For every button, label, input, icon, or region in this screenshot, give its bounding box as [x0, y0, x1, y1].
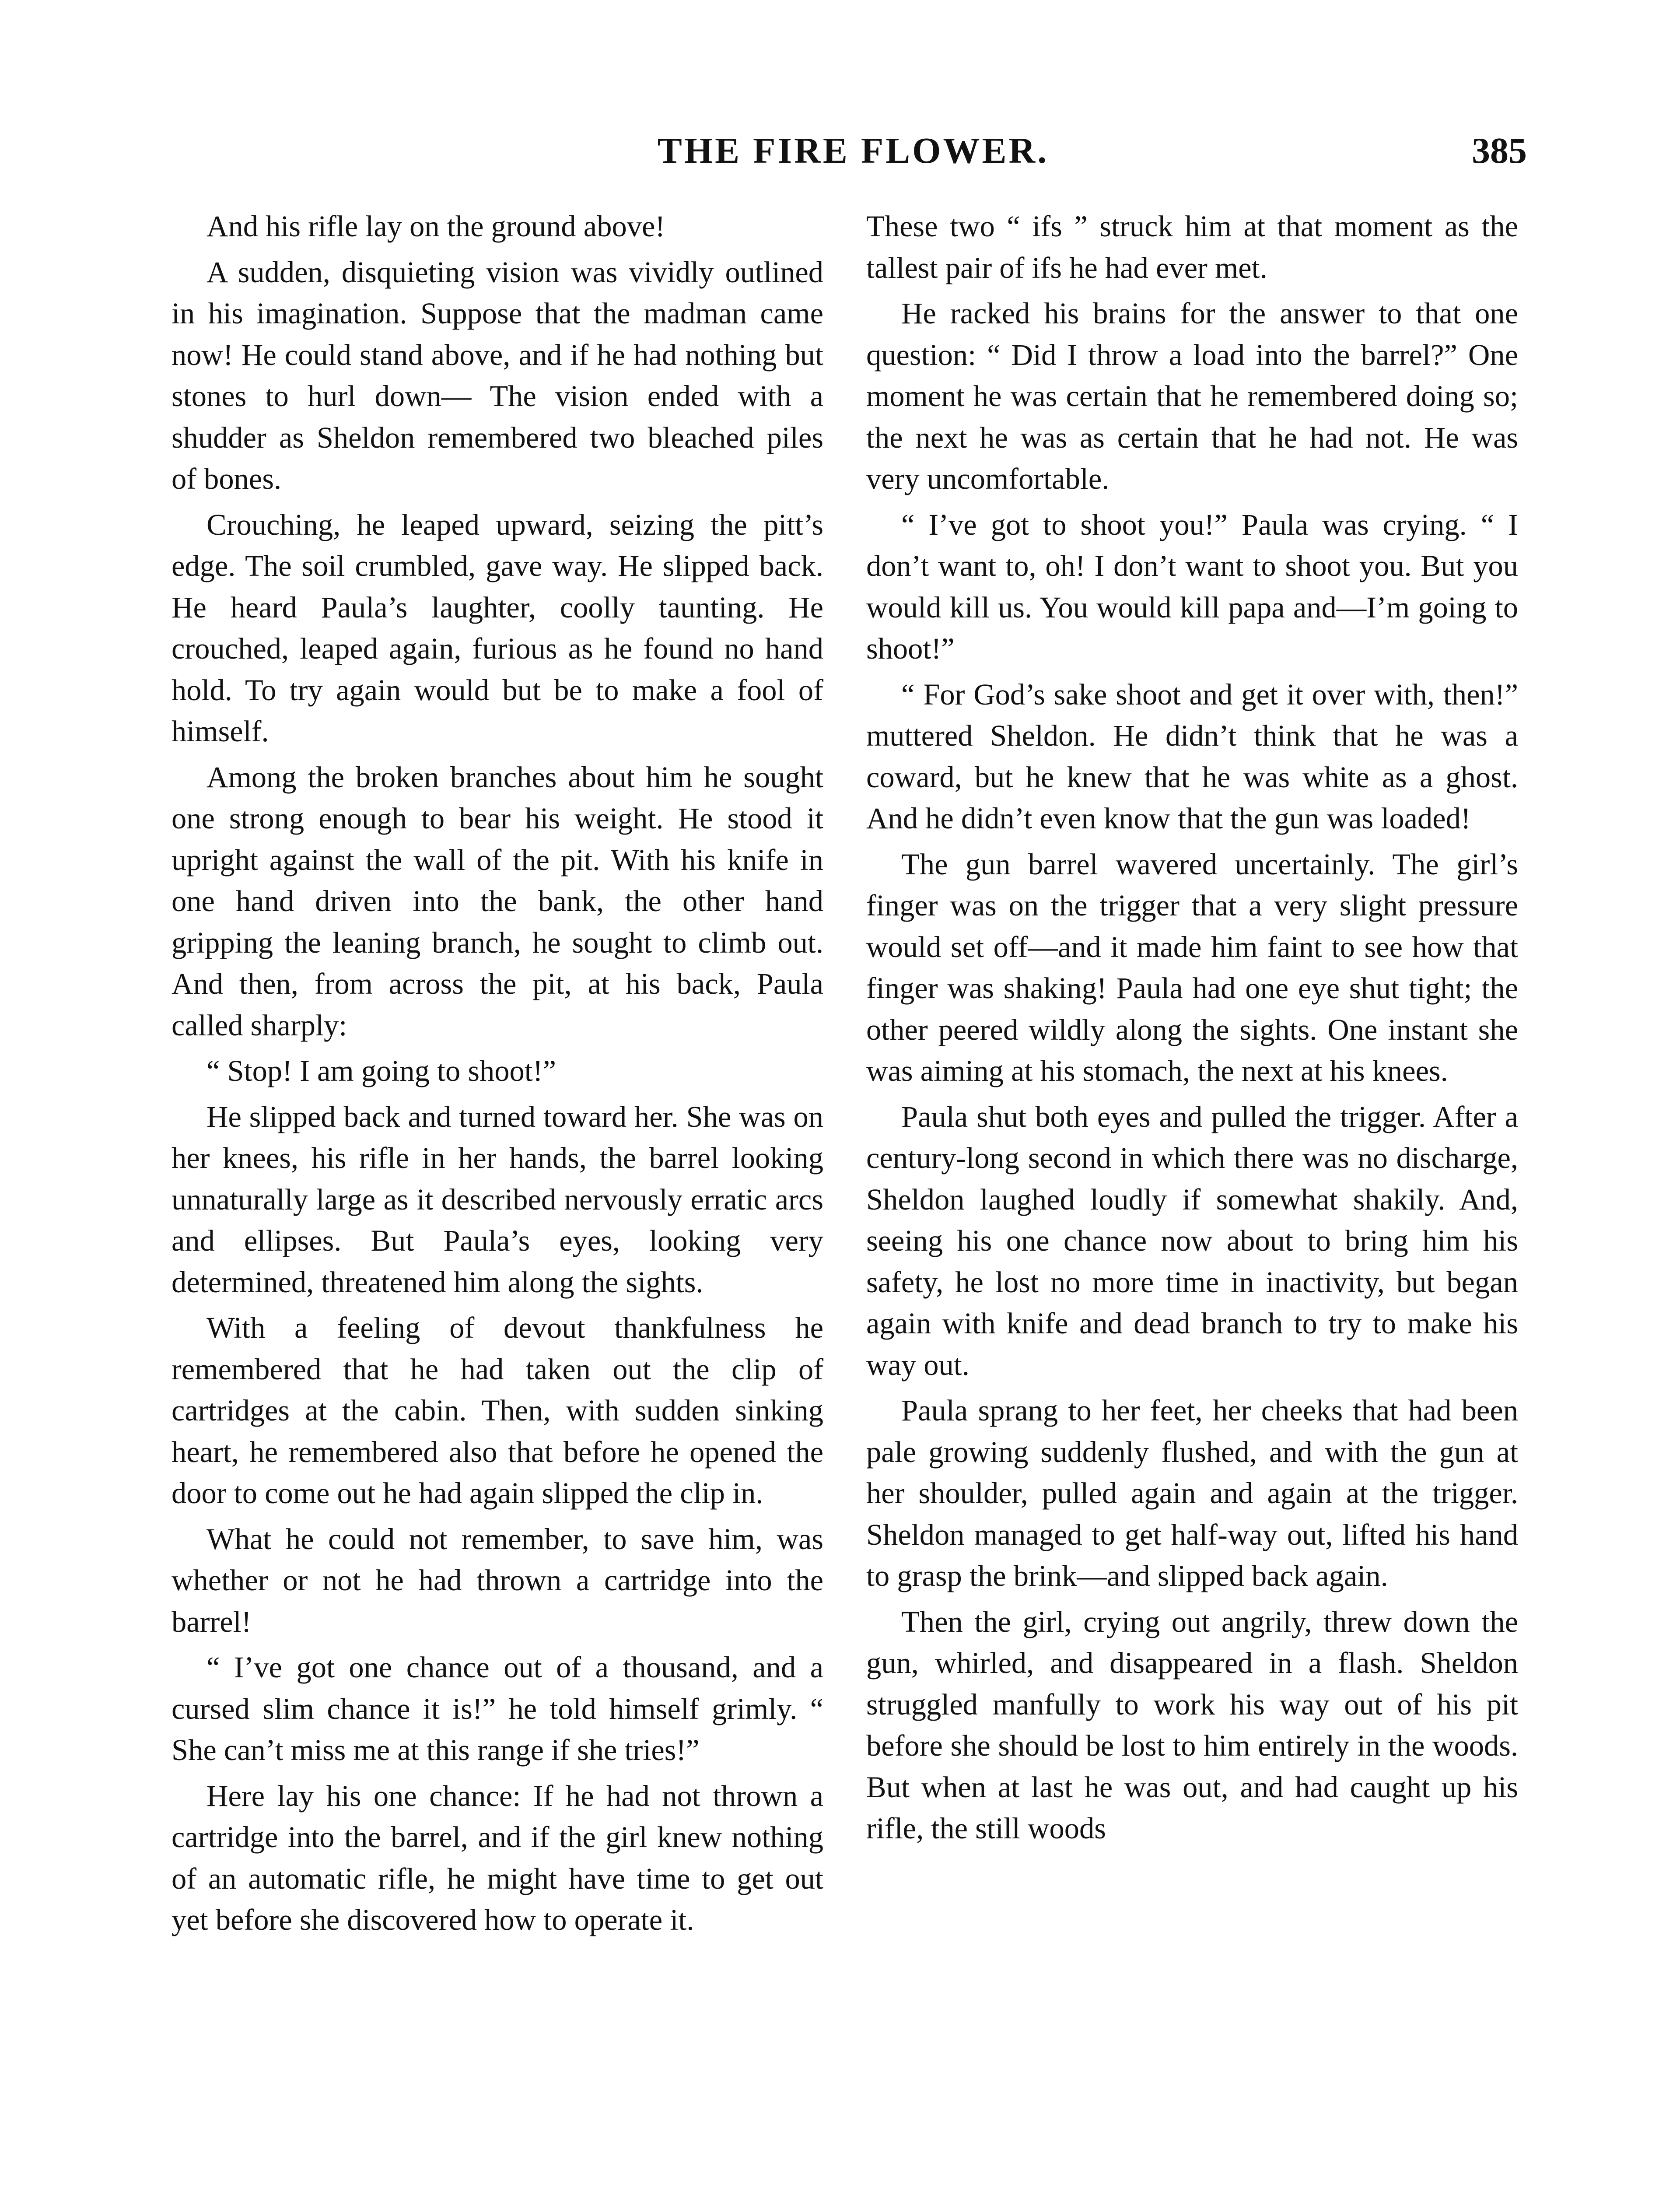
paragraph: “ Stop! I am going to shoot!” [206, 1054, 556, 1087]
paragraph: And his rifle lay on the ground above! [206, 210, 665, 243]
paragraph: “ I’ve got to shoot you!” Paula was crying. “ I don’t want to, oh! I don’t want to shoot you. But you would kill us. You would kill papa and—I’m going to shoot!” [866, 508, 1518, 665]
paragraph: Paula shut both eyes and pulled the trigger. After a century-long second in which there was no discharge, Sheldon laughed loudly if somewhat shakily. And, seeing his one chance now about to bring him his safety, he lost no more time in inactivity, but began again with knife and dead branch to try to make his way out. [866, 1100, 1518, 1382]
paragraph: “ For God’s sake shoot and get it over with, then!” muttered Sheldon. He didn’t think that he was a coward, but he knew that he was white as a ghost. And he didn’t even know that the gun was loaded! [866, 677, 1518, 835]
paragraph: What he could not remember, to save him, was whether or not he had thrown a cartridge into the barrel! [172, 1522, 823, 1638]
paragraph: With a feeling of devout thankfulness he remembered that he had taken out the clip of cartridges at the cabin. Then, with sudden sinking heart, he remembered also that before he opened the door to come out he had again slipped the clip in. [172, 1311, 823, 1510]
page-number: 385 [1472, 130, 1527, 171]
running-title: THE FIRE FLOWER. [657, 130, 1049, 171]
left-column [172, 206, 823, 1945]
paragraph: Here lay his one chance: If he had not thrown a cartridge into the barrel, and if the girl knew nothing of an automatic rifle, he might have time to get out yet before she discovered how to operate it. [172, 1779, 823, 1936]
paragraph: A sudden, disquieting vision was vividly outlined in his imagination. Suppose that the madman came now! He could stand above, and if he had nothing but stones to hurl down— The vision ended with a shudder as Sheldon remembered two bleached piles of bones. [172, 255, 823, 495]
paragraph: Paula sprang to her feet, her cheeks that had been pale growing suddenly flushed, and with the gun at her shoulder, pulled again and again at the trigger. Sheldon managed to get half-way out, lifted his hand to grasp the brink—and slipped back again. [866, 1394, 1518, 1592]
paragraph-continued: These two “ ifs ” struck him at that moment as the tallest pair of ifs he had ever met. [866, 210, 1518, 284]
paragraph: Among the broken branches about him he sought one strong enough to bear his weight. He stood it upright against the wall of the pit. With his knife in one hand driven into the bank, the other hand gripping the leaning branch, he sought to climb out. And then, from across the pit, at his back, Paula called sharply: [172, 760, 823, 1042]
paragraph: “ I’ve got one chance out of a thousand, and a cursed slim chance it is!” he told himself grimly. “ She can’t miss me at this range if she tries!” [172, 1651, 823, 1767]
paragraph: The gun barrel wavered uncertainly. The girl’s finger was on the trigger that a very slight pressure would set off—and it made him faint to see how that finger was shaking! Paula had one eye shut tight; the other peered wildly along the sights. One instant she was aiming at his stomach, the next at his knees. [866, 847, 1518, 1087]
right-column [866, 206, 1518, 1854]
paragraph: He slipped back and turned toward her. She was on her knees, his rifle in her hands, the barrel looking unnaturally large as it described nervously erratic arcs and ellipses. But Paula’s eyes, looking very determined, threatened him along the sights. [172, 1100, 823, 1299]
paragraph: Then the girl, crying out angrily, threw down the gun, whirled, and disappeared in a flash. Sheldon struggled manfully to work his way out of his pit before she should be lost to him entirely in the woods. But when at last he was out, and had caught up his rifle, the still woods [866, 1605, 1518, 1845]
paragraph: He racked his brains for the answer to that one question: “ Did I throw a load into the barrel?” One moment he was certain that he remembered doing so; the next he was as certain that he had not. He was very uncomfortable. [866, 297, 1518, 495]
page-header [179, 127, 1527, 184]
paragraph: Crouching, he leaped upward, seizing the pitt’s edge. The soil crumbled, gave way. He slipped back. He heard Paula’s laughter, coolly taunting. He crouched, leaped again, furious as he found no hand hold. To try again would but be to make a fool of himself. [172, 508, 823, 748]
